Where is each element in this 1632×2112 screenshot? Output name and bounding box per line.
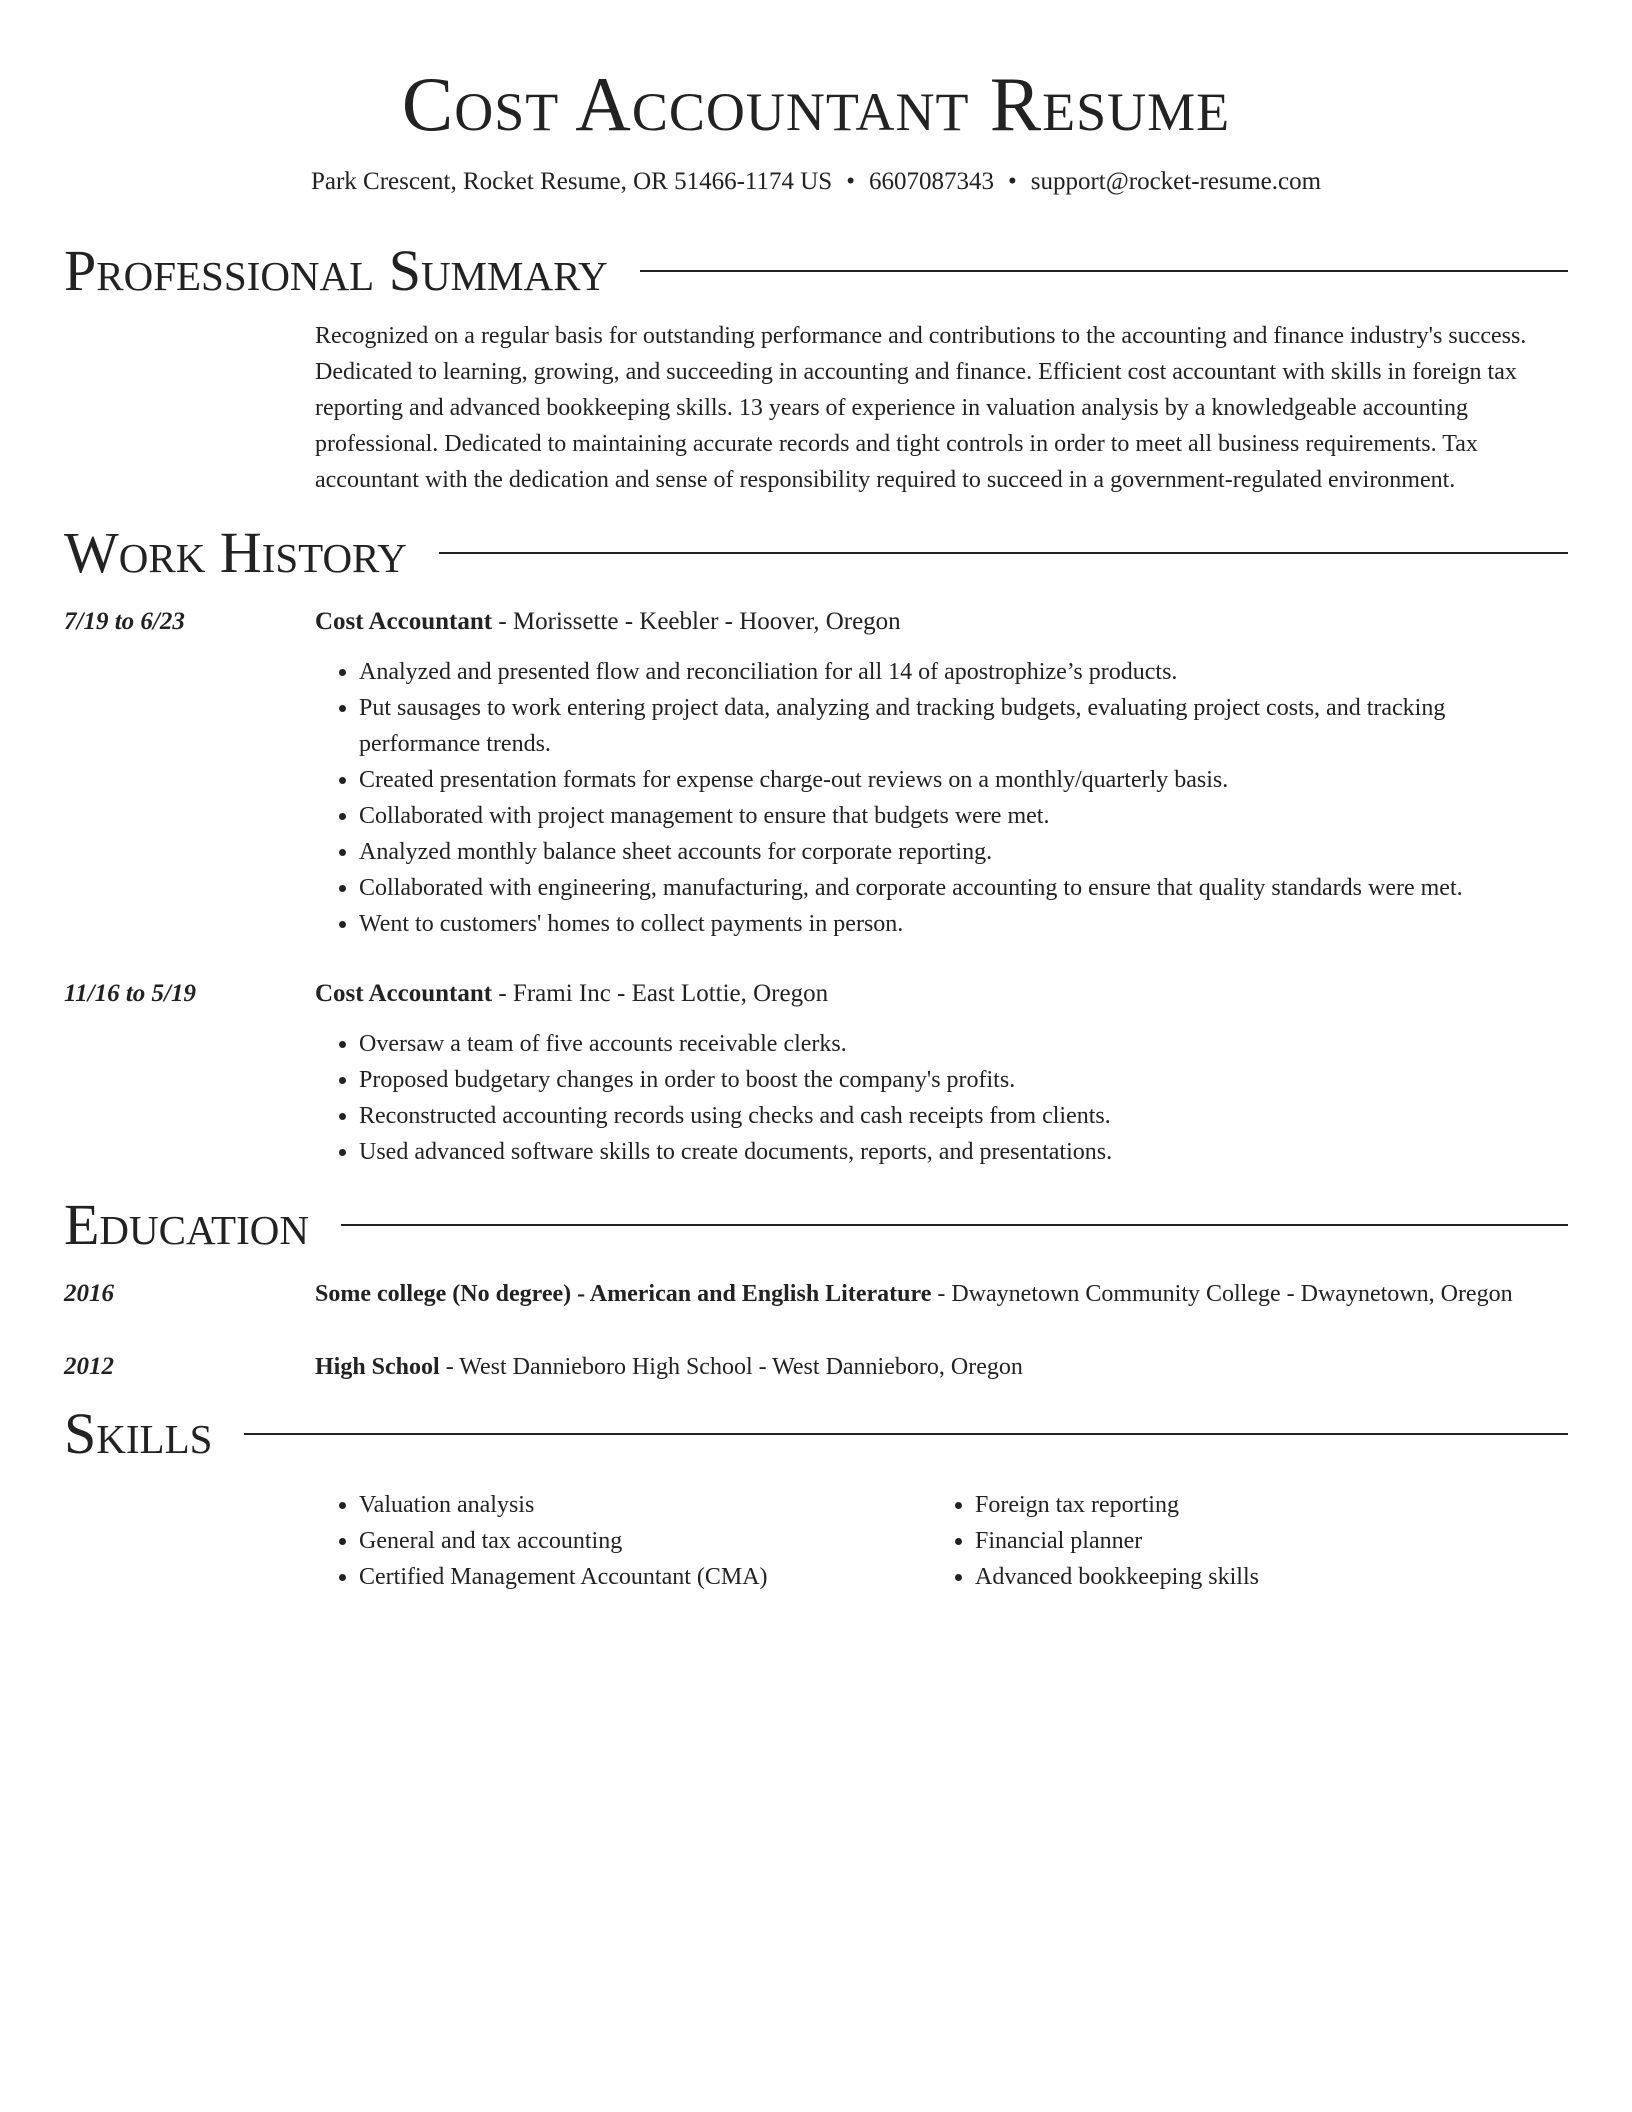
job-body bbox=[315, 976, 1568, 1170]
job-dates: 11/16 to 5/19 bbox=[64, 980, 196, 1007]
skills-column bbox=[315, 1487, 931, 1595]
contact-address: Park Crescent, Rocket Resume, OR 51466-1174 US bbox=[310, 168, 833, 195]
job-bullet: • Proposed budgetary changes in order to boost the company's profits. bbox=[359, 1062, 1568, 1098]
job-bullet: • Collaborated with engineering, manufacturing, and corporate accounting to ensure that quality standards were met. bbox=[359, 870, 1568, 906]
education-body bbox=[315, 1349, 1568, 1385]
job-entry bbox=[64, 604, 1568, 942]
section-header-skills bbox=[64, 1399, 1568, 1469]
job-bullet: • Collaborated with project management to ensure that budgets were met. bbox=[359, 798, 1568, 834]
job-bullet: • Used advanced software skills to create documents, reports, and presentations. bbox=[359, 1134, 1568, 1170]
section-title-work: Work History bbox=[64, 520, 407, 585]
section-title-summary: Professional Summary bbox=[64, 238, 608, 303]
resume-title: Cost Accountant Resume bbox=[401, 61, 1231, 147]
job-bullet: • Analyzed and presented flow and reconciliation for all 14 of apostrophize’s products. bbox=[359, 654, 1568, 690]
section-title-skills: Skills bbox=[64, 1401, 213, 1466]
job-bullet: • Put sausages to work entering project data, analyzing and tracking budgets, evaluating project costs, and tracking performance trends. bbox=[359, 690, 1568, 762]
job-heading bbox=[315, 976, 1568, 1012]
job-details: - Frami Inc - East Lottie, Oregon bbox=[492, 980, 829, 1007]
section-header-education bbox=[64, 1190, 1568, 1260]
section-title-education: Education bbox=[64, 1192, 309, 1257]
contact-line bbox=[64, 166, 1568, 198]
section-header-summary bbox=[64, 236, 1568, 306]
skill-item: • Advanced bookkeeping skills bbox=[975, 1559, 1259, 1595]
education-details: - Dwaynetown Community College - Dwaynetown, Oregon bbox=[931, 1281, 1513, 1307]
job-title: Cost Accountant bbox=[315, 980, 493, 1007]
job-bullet: • Analyzed monthly balance sheet accounts for corporate reporting. bbox=[359, 834, 1568, 870]
section-rule bbox=[244, 1433, 1568, 1435]
education-details: - West Dannieboro High School - West Dannieboro, Oregon bbox=[439, 1354, 1023, 1380]
job-dates: 7/19 to 6/23 bbox=[64, 608, 185, 635]
contact-separator: • bbox=[846, 168, 855, 195]
skill-item: • Foreign tax reporting bbox=[975, 1487, 1259, 1523]
job-details: - Morissette - Keebler - Hoover, Oregon bbox=[492, 608, 901, 635]
job-bullet: • Reconstructed accounting records using checks and cash receipts from clients. bbox=[359, 1098, 1568, 1134]
resume-page bbox=[64, 0, 1568, 1595]
education-entry bbox=[64, 1349, 1568, 1385]
summary-text: Recognized on a regular basis for outstanding performance and contributions to the accounting and finance industry's success. Dedicated to learning, growing, and succeeding in accounting and finance. Efficient cost accountant with skills in foreign tax reporting and advanced bookkeeping skills. 13 years of experience in valuation analysis by a knowledgeable accounting professional. Dedicated to maintaining accurate records and tight controls in order to meet all business requirements. Tax accountant with the dedication and sense of responsibility required to succeed in a government-regulated environment. bbox=[315, 323, 1527, 493]
section-rule bbox=[640, 270, 1568, 272]
contact-separator: • bbox=[1007, 168, 1017, 195]
section-rule bbox=[341, 1224, 1568, 1226]
skill-item: • General and tax accounting bbox=[359, 1523, 931, 1559]
job-bullets bbox=[315, 654, 1568, 942]
skills-list bbox=[315, 1487, 1568, 1595]
education-degree: Some college (No degree) - American and English Literature bbox=[315, 1281, 932, 1307]
job-bullet: • Created presentation formats for expense charge-out reviews on a monthly/quarterly basis. bbox=[359, 762, 1568, 798]
job-bullet: • Oversaw a team of five accounts receivable clerks. bbox=[359, 1026, 1568, 1062]
education-year: 2016 bbox=[64, 1280, 114, 1307]
education-body bbox=[315, 1276, 1568, 1312]
job-title: Cost Accountant bbox=[315, 608, 493, 635]
section-rule bbox=[439, 552, 1568, 554]
skills-column bbox=[931, 1487, 1259, 1595]
job-body bbox=[315, 604, 1568, 942]
education-entry bbox=[64, 1276, 1568, 1312]
contact-email: support@rocket-resume.com bbox=[1030, 168, 1322, 195]
job-entry bbox=[64, 976, 1568, 1170]
education-year: 2012 bbox=[64, 1353, 114, 1380]
contact-phone: 6607087343 bbox=[868, 168, 994, 195]
job-heading bbox=[315, 604, 1568, 640]
skill-item: • Valuation analysis bbox=[359, 1487, 931, 1523]
job-bullets bbox=[315, 1026, 1568, 1170]
skill-item: • Certified Management Accountant (CMA) bbox=[359, 1559, 931, 1595]
job-bullet: • Went to customers' homes to collect payments in person. bbox=[359, 906, 1568, 942]
section-header-work bbox=[64, 518, 1568, 588]
education-degree: High School bbox=[315, 1354, 440, 1380]
skill-item: • Financial planner bbox=[975, 1523, 1259, 1559]
